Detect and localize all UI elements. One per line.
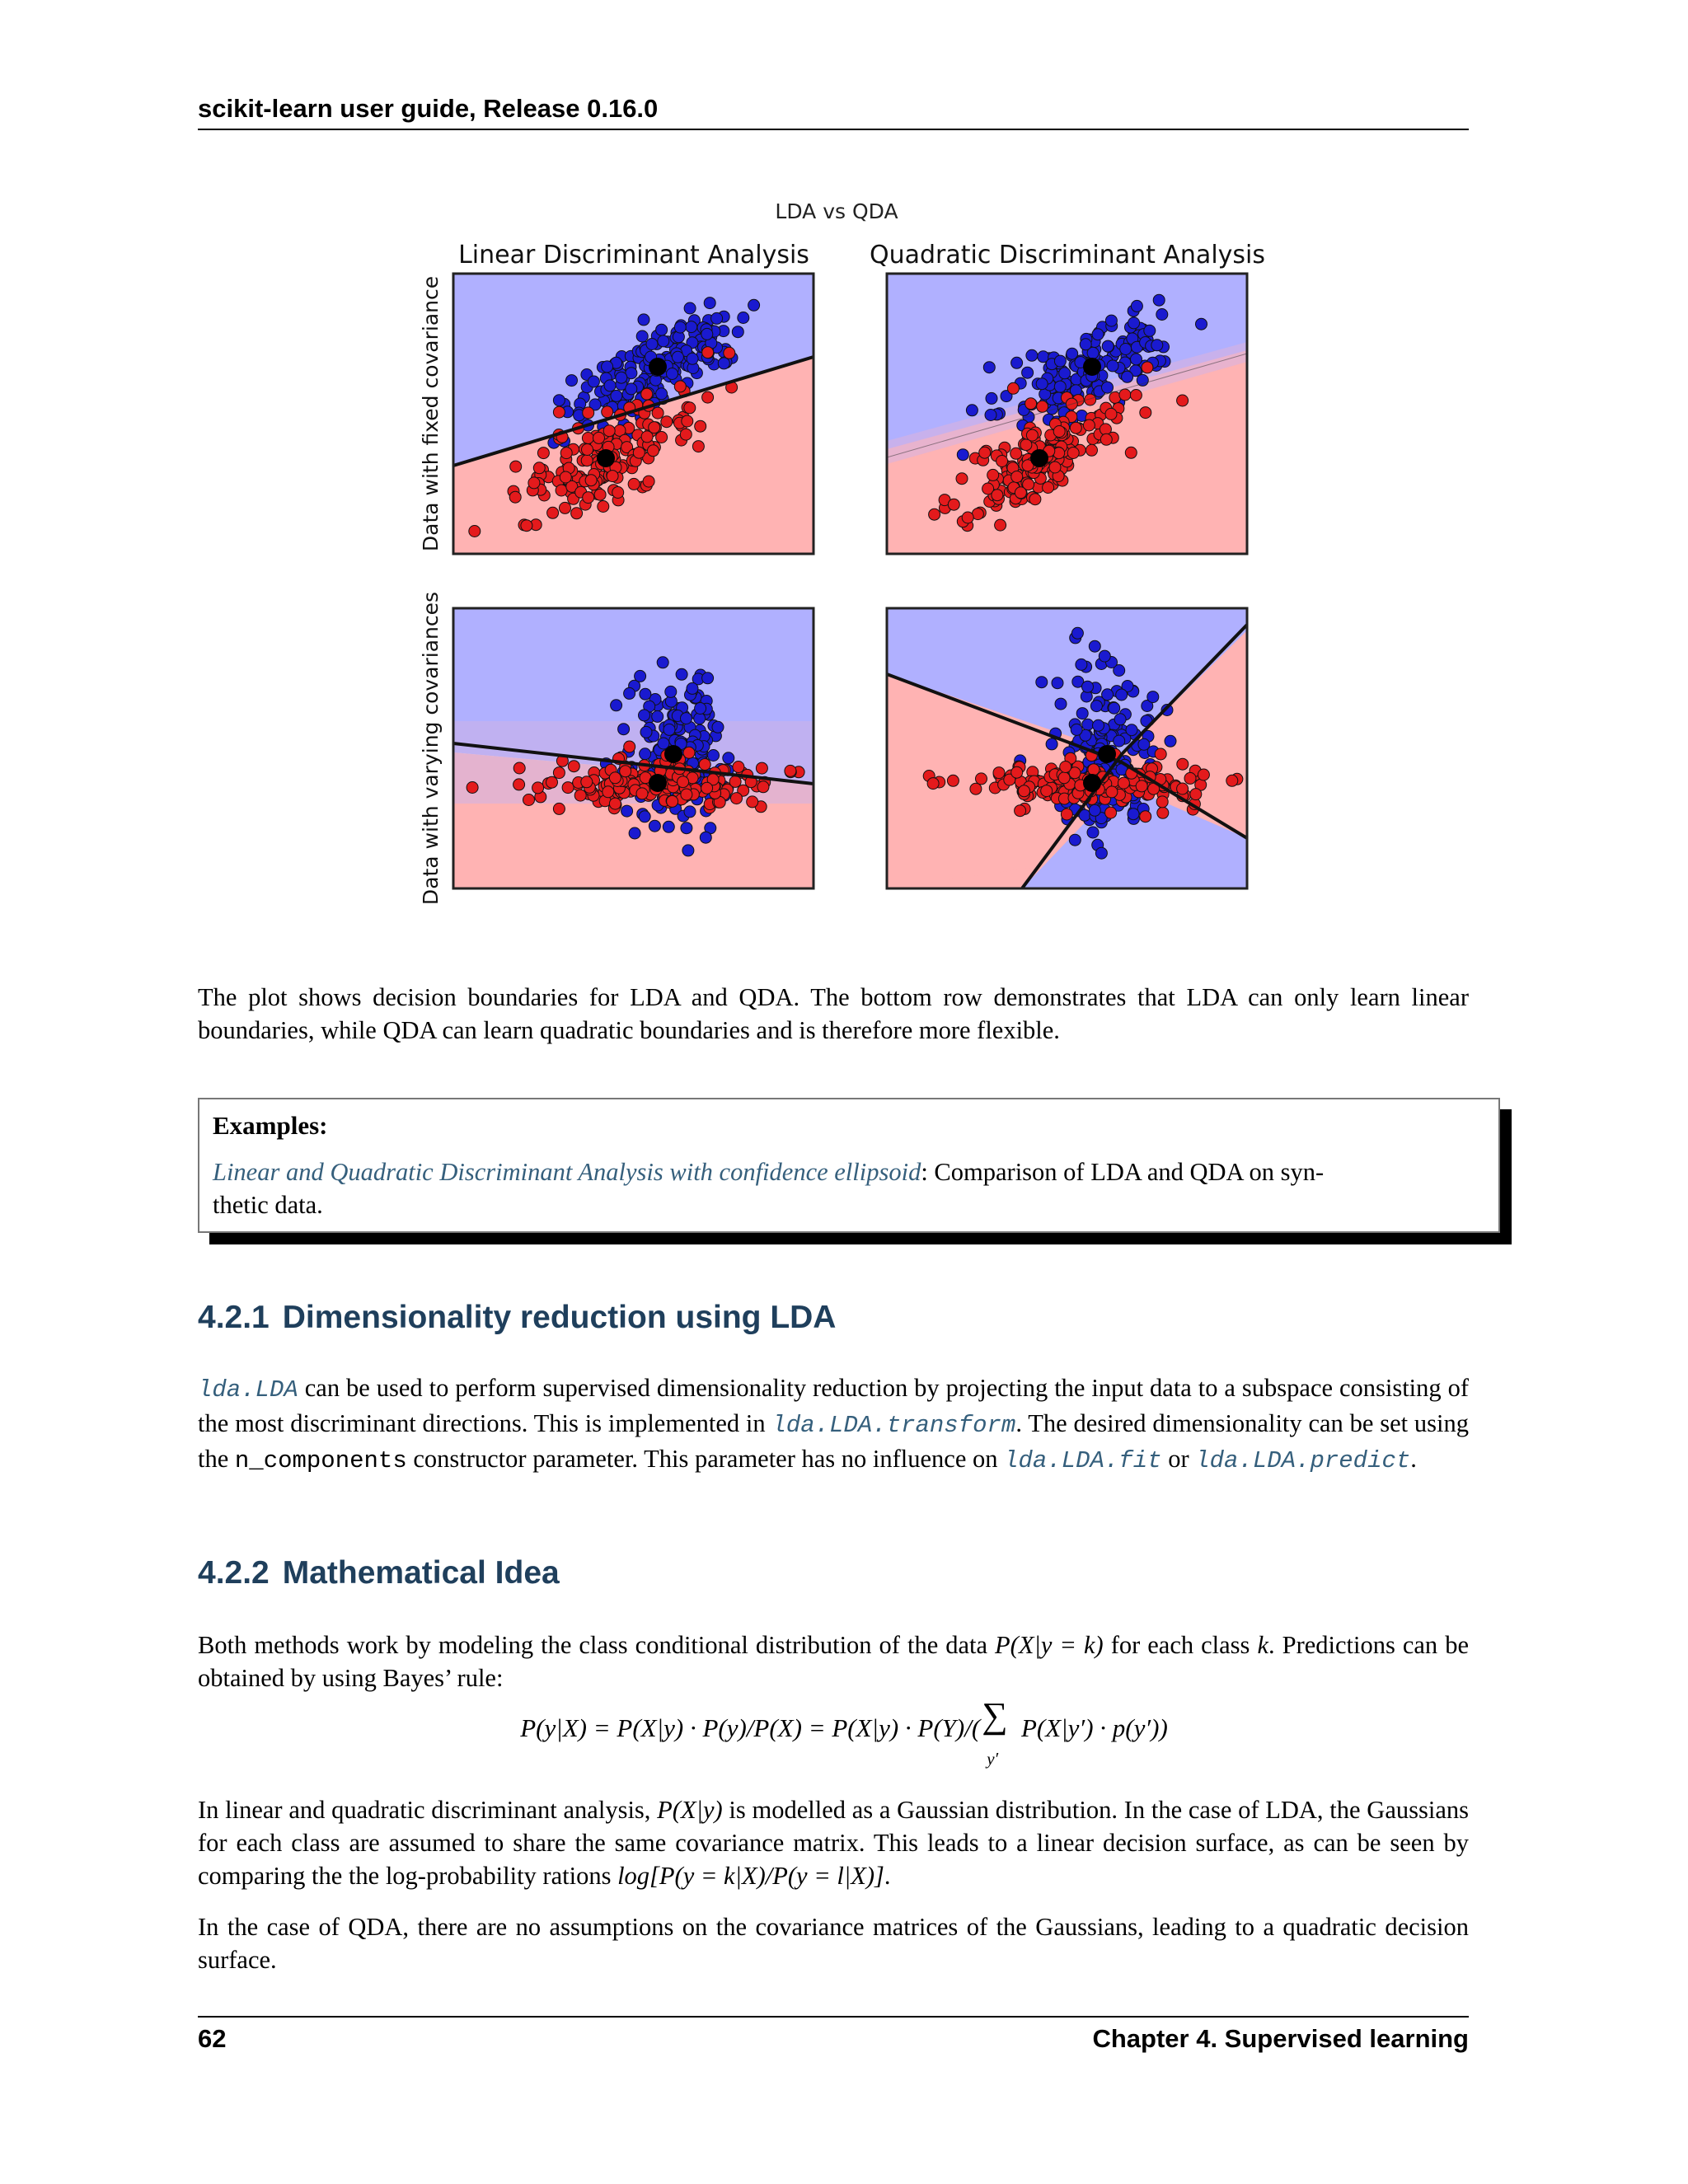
scatter-point bbox=[641, 388, 653, 400]
scatter-point bbox=[1177, 783, 1189, 794]
scatter-point bbox=[687, 353, 698, 364]
page-number: 62 bbox=[198, 2024, 227, 2053]
scatter-point bbox=[553, 803, 565, 814]
scatter-point bbox=[701, 782, 713, 794]
scatter-point bbox=[635, 670, 646, 682]
scatter-point bbox=[1102, 340, 1114, 352]
inline-code-n-components: n_components bbox=[234, 1447, 407, 1474]
scatter-point bbox=[1130, 390, 1142, 401]
scatter-point bbox=[676, 668, 687, 680]
figure-caption-paragraph: The plot shows decision boundaries for LDA and QDA. The bottom row demonstrates that LDA can only learn linear boundaries, while QDA can learn quadratic boundaries and is therefore more flexible. bbox=[198, 983, 1469, 1044]
scatter-point bbox=[583, 407, 594, 419]
scatter-point bbox=[1190, 789, 1202, 800]
section2-paragraph2: In linear and quadratic discriminant analysis, P(X|y) is modelled as a Gaussian distribution. In the case of LDA, the Gaussians for each class are assumed to share the same covariance matrix. This leads to a linear decision surface, as can be seen by comparing the the log-probability rations log[P(y = k|X)/P(y = l|X)]. bbox=[198, 1796, 1469, 1890]
scatter-point bbox=[636, 330, 648, 342]
scatter-point bbox=[652, 710, 663, 722]
scatter-point bbox=[814, 791, 826, 803]
scatter-point bbox=[533, 462, 545, 474]
scatter-point bbox=[547, 507, 559, 518]
scatter-point bbox=[1125, 447, 1137, 458]
scatter-point bbox=[1067, 448, 1079, 459]
scatter-point bbox=[1126, 724, 1137, 736]
scatter-point bbox=[1070, 422, 1081, 434]
scatter-point bbox=[723, 752, 734, 764]
scatter-point bbox=[1140, 407, 1151, 419]
scatter-point bbox=[718, 358, 729, 369]
scatter-point bbox=[947, 775, 959, 786]
scatter-point bbox=[1120, 344, 1132, 355]
scatter-point bbox=[1165, 735, 1176, 747]
scatter-point bbox=[1102, 689, 1114, 701]
scatter-point bbox=[1071, 724, 1082, 735]
examples-body: Linear and Quadratic Discriminant Analysis with confidence ellipsoid: Comparison of LDA and QDA on syn- thetic data. bbox=[213, 1158, 1325, 1219]
scatter-point bbox=[747, 796, 758, 808]
scatter-point bbox=[1083, 419, 1095, 431]
scatter-point bbox=[738, 312, 749, 324]
figure-suptitle: LDA vs QDA bbox=[775, 199, 898, 223]
scatter-point bbox=[1025, 398, 1037, 410]
scatter-point bbox=[732, 326, 743, 338]
section-heading-4-2-2: 4.2.2 Mathematical Idea bbox=[198, 1555, 560, 1591]
scatter-point bbox=[1114, 735, 1125, 747]
scatter-point bbox=[658, 335, 669, 347]
scatter-point bbox=[546, 776, 558, 788]
scatter-point bbox=[684, 806, 696, 818]
scatter-point bbox=[636, 788, 648, 799]
scatter-point bbox=[657, 657, 668, 668]
scatter-point bbox=[1053, 426, 1065, 438]
scatter-point bbox=[1196, 318, 1207, 330]
scatter-point bbox=[624, 741, 635, 752]
scatter-point bbox=[656, 324, 668, 335]
link-lda-transform[interactable]: lda.LDA.transform bbox=[771, 1412, 1016, 1439]
scatter-point bbox=[510, 461, 522, 472]
example-link-lda-qda[interactable]: Linear and Quadratic Discriminant Analysis with confidence ellipsoid bbox=[213, 1158, 921, 1186]
scatter-point bbox=[612, 487, 624, 499]
scatter-point bbox=[585, 475, 597, 486]
scatter-point bbox=[1080, 339, 1091, 350]
scatter-point bbox=[603, 425, 615, 437]
scatter-point bbox=[987, 469, 999, 480]
scatter-point bbox=[1046, 738, 1057, 750]
scatter-point bbox=[1109, 702, 1120, 714]
scatter-point bbox=[1147, 691, 1159, 703]
scatter-point bbox=[702, 347, 714, 359]
scatter-point bbox=[948, 499, 959, 510]
scatter-point bbox=[1089, 640, 1100, 652]
scatter-point bbox=[638, 314, 649, 326]
scatter-point bbox=[674, 321, 686, 333]
scatter-point bbox=[611, 700, 622, 711]
scatter-point bbox=[1144, 325, 1156, 336]
scatter-point bbox=[1177, 395, 1189, 406]
scatter-point bbox=[1036, 378, 1048, 390]
scatter-point bbox=[646, 339, 658, 350]
examples-title: Examples: bbox=[213, 1111, 328, 1140]
scatter-point bbox=[695, 420, 706, 432]
scatter-point bbox=[620, 766, 631, 777]
scatter-point bbox=[1082, 681, 1094, 692]
scatter-point bbox=[1122, 371, 1133, 382]
scatter-point bbox=[674, 381, 686, 392]
scatter-point bbox=[1184, 772, 1196, 784]
scatter-point bbox=[611, 390, 622, 401]
examples-box bbox=[198, 1098, 1500, 1233]
scatter-point bbox=[1055, 698, 1067, 710]
scatter-point bbox=[956, 473, 968, 485]
scatter-point bbox=[724, 347, 735, 359]
scatter-point bbox=[711, 312, 723, 324]
scatter-point bbox=[986, 392, 997, 404]
scatter-point bbox=[665, 686, 677, 697]
col-title-qda: Quadratic Discriminant Analysis bbox=[870, 241, 1265, 269]
scatter-point bbox=[649, 422, 660, 434]
scatter-point bbox=[681, 713, 692, 724]
scatter-point bbox=[667, 795, 678, 807]
class-mean-marker bbox=[649, 774, 667, 792]
scatter-point bbox=[1041, 785, 1053, 797]
scatter-point bbox=[1270, 772, 1282, 784]
scatter-point bbox=[992, 490, 1003, 501]
scatter-point bbox=[1011, 471, 1023, 483]
scatter-point bbox=[1095, 847, 1107, 859]
scatter-point bbox=[1010, 448, 1022, 459]
scatter-point bbox=[695, 703, 706, 715]
scatter-point bbox=[640, 726, 652, 738]
running-header: scikit-learn user guide, Release 0.16.0 bbox=[198, 94, 659, 123]
scatter-point bbox=[594, 489, 606, 500]
scatter-point bbox=[1102, 382, 1114, 393]
section1-paragraph: lda.LDA can be used to perform supervised dimensionality reduction by projecting the input data to a subspace consisting of the most discriminant directions. This is implemented in lda.LDA.transform. The desired dimensionality can be set using the n_components constructor parameter. This parameter has no influence on lda.LDA.fit or lda.LDA.predict. bbox=[198, 1374, 1469, 1474]
scatter-point bbox=[1061, 808, 1072, 820]
scatter-point bbox=[571, 508, 583, 519]
chapter-label: Chapter 4. Supervised learning bbox=[1092, 2024, 1469, 2053]
scatter-point bbox=[681, 789, 692, 800]
scatter-point bbox=[979, 447, 991, 458]
scatter-point bbox=[1076, 658, 1087, 670]
scatter-point bbox=[616, 372, 627, 383]
scatter-point bbox=[1116, 689, 1128, 701]
link-lda-fit[interactable]: lda.LDA.fit bbox=[1004, 1447, 1162, 1474]
scatter-point bbox=[701, 328, 713, 340]
scatter-point bbox=[598, 501, 609, 513]
scatter-point bbox=[672, 351, 683, 363]
scatter-point bbox=[607, 471, 618, 482]
scatter-point bbox=[1131, 300, 1142, 312]
class-mean-marker bbox=[664, 745, 682, 763]
scatter-point bbox=[1026, 429, 1038, 441]
scatter-point bbox=[966, 405, 978, 416]
scatter-point bbox=[628, 478, 640, 490]
panel-lda-fixed bbox=[443, 274, 814, 569]
scatter-point bbox=[1226, 775, 1238, 786]
panel-qda-varying bbox=[887, 608, 1282, 888]
scatter-point bbox=[640, 688, 651, 700]
scatter-point bbox=[692, 441, 704, 452]
scatter-point bbox=[1107, 360, 1118, 372]
scatter-point bbox=[1198, 769, 1209, 780]
scatter-point bbox=[1138, 738, 1150, 750]
scatter-point bbox=[582, 444, 593, 456]
scatter-point bbox=[581, 776, 593, 788]
scatter-point bbox=[528, 477, 540, 489]
scatter-point bbox=[1049, 462, 1061, 473]
scatter-point bbox=[1054, 381, 1066, 392]
scatter-point bbox=[704, 298, 715, 309]
scatter-point bbox=[699, 759, 710, 771]
scatter-point bbox=[643, 476, 654, 487]
scatter-point bbox=[1086, 444, 1098, 456]
scatter-point bbox=[560, 471, 571, 483]
section-heading-4-2-1: 4.2.1 Dimensionality reduction using LDA bbox=[198, 1300, 837, 1335]
scatter-point bbox=[1118, 777, 1129, 789]
scatter-point bbox=[731, 793, 743, 804]
scatter-point bbox=[682, 845, 694, 856]
scatter-point bbox=[1119, 389, 1131, 401]
class-mean-marker bbox=[597, 449, 615, 467]
link-lda-LDA[interactable]: lda.LDA bbox=[198, 1376, 298, 1404]
scatter-point bbox=[588, 376, 599, 387]
scatter-point bbox=[1089, 804, 1100, 816]
scatter-point bbox=[748, 299, 760, 311]
scatter-point bbox=[513, 762, 525, 774]
scatter-point bbox=[602, 361, 613, 373]
scatter-point bbox=[708, 750, 720, 762]
scatter-point bbox=[1015, 805, 1026, 817]
panel-qda-fixed bbox=[887, 274, 1247, 554]
scatter-point bbox=[983, 362, 995, 373]
scatter-point bbox=[702, 673, 714, 684]
class-mean-marker bbox=[649, 358, 667, 376]
scatter-point bbox=[1128, 808, 1139, 820]
scatter-point bbox=[1088, 764, 1100, 776]
section2-paragraph3: In the case of QDA, there are no assumptions on the covariance matrices of the Gaussians, leading to a quadratic decision surface. bbox=[198, 1913, 1469, 1974]
scatter-point bbox=[1128, 317, 1140, 329]
scatter-point bbox=[553, 395, 565, 406]
class-mean-marker bbox=[1083, 774, 1101, 792]
scatter-point bbox=[993, 767, 1005, 779]
scatter-point bbox=[640, 748, 651, 760]
class-mean-marker bbox=[1030, 449, 1048, 467]
scatter-point bbox=[712, 721, 724, 733]
scatter-point bbox=[681, 823, 692, 834]
scatter-point bbox=[785, 765, 796, 776]
scatter-point bbox=[626, 383, 637, 395]
scatter-point bbox=[523, 794, 535, 806]
scatter-point bbox=[621, 805, 633, 817]
scatter-point bbox=[687, 682, 698, 694]
scatter-point bbox=[553, 767, 565, 779]
scatter-point bbox=[1015, 487, 1026, 499]
class-mean-marker bbox=[1083, 358, 1101, 376]
bayes-rule-equation: P(y|X) = P(X|y) · P(y)/P(X) = P(X|y) · P(Y)/( ∑ y′ P(X|y′) · p(y′)) bbox=[520, 1695, 1168, 1769]
scatter-point bbox=[513, 779, 525, 790]
scatter-point bbox=[996, 456, 1008, 467]
scatter-point bbox=[1114, 714, 1126, 725]
scatter-point bbox=[1011, 766, 1023, 778]
scatter-point bbox=[1071, 627, 1083, 639]
scatter-point bbox=[1011, 357, 1023, 368]
scatter-point bbox=[684, 302, 696, 314]
scatter-point bbox=[639, 811, 650, 823]
scatter-point bbox=[537, 448, 549, 459]
scatter-point bbox=[1090, 701, 1102, 712]
lda-qda-figure bbox=[408, 194, 1290, 919]
scatter-point bbox=[756, 762, 767, 774]
scatter-point bbox=[593, 432, 605, 443]
scatter-point bbox=[1082, 719, 1094, 730]
scatter-point bbox=[661, 416, 673, 428]
scatter-point bbox=[702, 391, 714, 403]
scatter-point bbox=[609, 798, 621, 809]
scatter-point bbox=[583, 492, 594, 504]
scatter-point bbox=[1019, 785, 1030, 797]
scatter-point bbox=[581, 455, 593, 466]
scatter-point bbox=[1069, 834, 1081, 846]
scatter-point bbox=[962, 512, 973, 523]
scatter-point bbox=[663, 724, 675, 735]
scatter-point bbox=[995, 519, 1006, 531]
scatter-point bbox=[602, 406, 613, 418]
scatter-point bbox=[521, 520, 532, 532]
scatter-point bbox=[700, 832, 711, 843]
section2-paragraph1: Both methods work by modeling the class conditional distribution of the data P(X|y = k) for each class k. Predictions can be obtained by using Bayes’ rule: bbox=[198, 1631, 1469, 1692]
scatter-point bbox=[560, 448, 572, 459]
scatter-point bbox=[532, 782, 544, 794]
scatter-point bbox=[686, 321, 697, 333]
scatter-point bbox=[1007, 382, 1019, 394]
scatter-point bbox=[509, 491, 521, 503]
scatter-point bbox=[618, 724, 630, 735]
scatter-point bbox=[957, 449, 968, 461]
scatter-point bbox=[556, 485, 567, 496]
scatter-point bbox=[1087, 827, 1099, 838]
scatter-point bbox=[970, 783, 982, 794]
scatter-point bbox=[656, 388, 668, 400]
scatter-point bbox=[1105, 807, 1117, 818]
scatter-point bbox=[603, 786, 614, 798]
scatter-point bbox=[1153, 294, 1165, 306]
scatter-point bbox=[560, 502, 571, 513]
scatter-point bbox=[1137, 374, 1148, 386]
scatter-point bbox=[1076, 708, 1088, 719]
header-rule bbox=[198, 129, 1469, 130]
scatter-point bbox=[1043, 482, 1054, 494]
scatter-point bbox=[1254, 769, 1266, 780]
scatter-point bbox=[1026, 349, 1038, 361]
scatter-point bbox=[639, 710, 650, 721]
scatter-point bbox=[929, 509, 940, 520]
scatter-point bbox=[1106, 786, 1118, 798]
scatter-point bbox=[624, 687, 635, 699]
scatter-point bbox=[733, 762, 744, 773]
scatter-point bbox=[629, 827, 640, 839]
scatter-point bbox=[678, 776, 689, 788]
scatter-point bbox=[1052, 677, 1063, 689]
scatter-point bbox=[1156, 309, 1168, 321]
scatter-point bbox=[985, 410, 996, 421]
panel-lda-varying bbox=[453, 608, 826, 888]
link-lda-predict[interactable]: lda.LDA.predict bbox=[1195, 1447, 1411, 1474]
scatter-point bbox=[467, 782, 478, 794]
scatter-point bbox=[1177, 758, 1189, 770]
scatter-point bbox=[667, 368, 678, 380]
scatter-point bbox=[1059, 368, 1071, 379]
scatter-point bbox=[633, 447, 645, 458]
scatter-point bbox=[443, 558, 454, 569]
scatter-point bbox=[1022, 367, 1034, 378]
scatter-point bbox=[927, 778, 939, 790]
scatter-point bbox=[566, 375, 578, 387]
scatter-point bbox=[1060, 762, 1071, 773]
scatter-point bbox=[1105, 315, 1117, 326]
scatter-point bbox=[976, 773, 987, 785]
scatter-point bbox=[1058, 772, 1070, 784]
scatter-point bbox=[1156, 796, 1168, 808]
scatter-point bbox=[553, 406, 565, 418]
scatter-point bbox=[582, 433, 593, 444]
row-label-fixed: Data with fixed covariance bbox=[419, 275, 443, 552]
scatter-point bbox=[1054, 355, 1066, 367]
row-label-varying: Data with varying covariances bbox=[419, 591, 443, 906]
scatter-point bbox=[1100, 434, 1112, 445]
scatter-point bbox=[682, 415, 693, 427]
scatter-point bbox=[1099, 650, 1110, 662]
scatter-point bbox=[1155, 748, 1166, 760]
scatter-point bbox=[684, 402, 696, 414]
scatter-point bbox=[1136, 780, 1147, 792]
scatter-point bbox=[663, 821, 674, 832]
scatter-point bbox=[1105, 408, 1117, 419]
scatter-point bbox=[568, 761, 579, 772]
scatter-point bbox=[1157, 807, 1169, 818]
scatter-point bbox=[604, 380, 616, 391]
footer-rule bbox=[198, 2016, 1469, 2018]
scatter-point bbox=[1092, 329, 1104, 340]
scatter-point bbox=[562, 782, 574, 794]
scatter-point bbox=[1140, 811, 1151, 823]
scatter-point bbox=[1036, 677, 1048, 688]
scatter-point bbox=[649, 820, 660, 832]
scatter-point bbox=[1131, 354, 1142, 365]
scatter-point bbox=[1029, 494, 1041, 505]
scatter-point bbox=[757, 781, 769, 793]
scatter-point bbox=[1142, 362, 1153, 373]
scatter-point bbox=[469, 526, 481, 537]
scatter-point bbox=[648, 445, 659, 457]
scatter-point bbox=[1093, 719, 1104, 731]
scatter-point bbox=[609, 772, 621, 784]
col-title-lda: Linear Discriminant Analysis bbox=[458, 241, 809, 269]
class-mean-marker bbox=[1098, 745, 1116, 763]
scatter-point bbox=[680, 429, 692, 440]
scatter-point bbox=[1037, 401, 1048, 412]
scatter-point bbox=[1151, 340, 1163, 351]
scatter-point bbox=[729, 776, 741, 787]
